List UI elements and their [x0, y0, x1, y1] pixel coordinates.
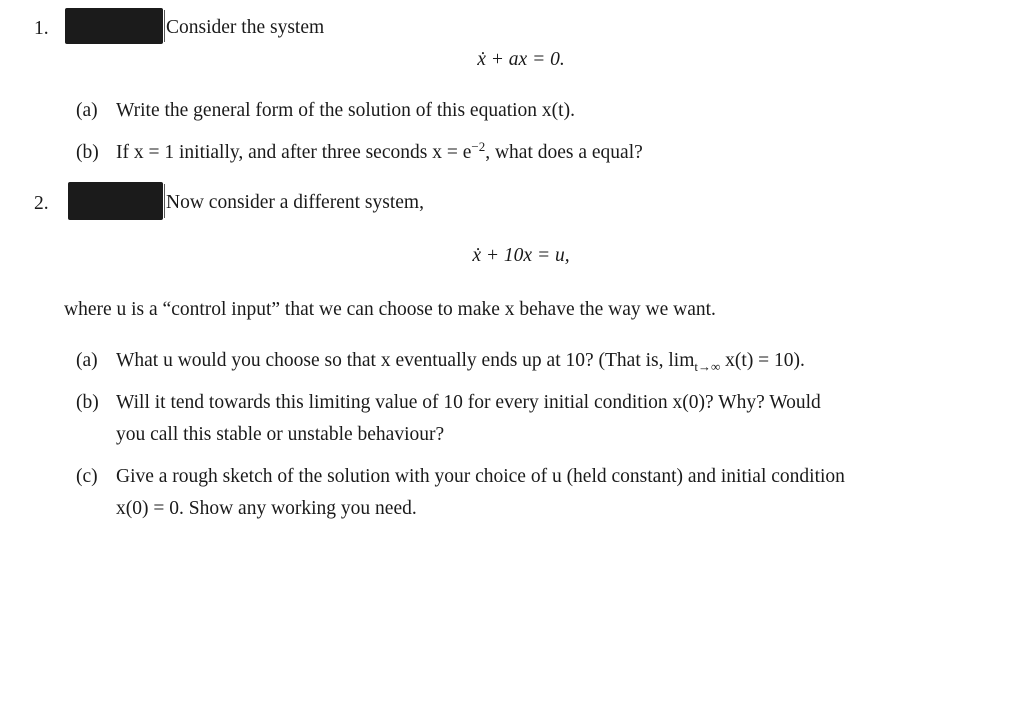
problem-2-part-a-label: (a)	[76, 350, 98, 371]
problem-2-part-c-line2: x(0) = 0. Show any working you need.	[116, 498, 417, 519]
problem-2-part-b-line1: Will it tend towards this limiting value of 10 for every initial condition x(0)? Why? Would	[116, 392, 821, 413]
part-a-text-post: x(t) = 10).	[720, 350, 805, 371]
problem-2-equation	[0, 244, 1024, 267]
problem-2-part-a-text	[116, 349, 805, 372]
problem-2-intro: Now consider a different system,	[166, 192, 424, 213]
redacted-marks	[65, 8, 163, 44]
problem-2-part-b-label: (b)	[76, 392, 99, 413]
part-b-text-post: , what does a equal?	[485, 142, 643, 163]
part-a-text-pre: What u would you choose so that x eventually ends up at 10? (That is, lim	[116, 350, 695, 371]
part-b-text-pre: If x = 1 initially, and after three seconds x = e	[116, 142, 472, 163]
problem-1-equation	[0, 48, 1024, 71]
problem-2-part-c-label: (c)	[76, 466, 98, 487]
problem-2-part-c-line1: Give a rough sketch of the solution with your choice of u (held constant) and initial condition	[116, 466, 845, 487]
problem-1-intro: Consider the system	[166, 17, 325, 38]
problem-1-part-a-text: Write the general form of the solution of this equation x(t).	[116, 100, 575, 121]
part-a-subscript: t→∞	[694, 359, 721, 374]
problem-2-number: 2.	[34, 193, 49, 214]
problem-2-part-b-line2: you call this stable or unstable behaviour?	[116, 424, 445, 445]
problem-1-part-a-label: (a)	[76, 100, 98, 121]
problem-1-part-b-label: (b)	[76, 142, 99, 163]
redacted-marks	[68, 182, 163, 220]
equation-text: ẋ + 10x = u,	[472, 245, 570, 266]
problem-1-number: 1.	[34, 18, 49, 39]
part-b-exponent: −2	[471, 139, 486, 154]
equation-text: ẋ + ax = 0.	[477, 49, 565, 70]
problem-2-where-text: where u is a “control input” that we can choose to make x behave the way we want.	[64, 299, 716, 320]
problem-1-part-b-text	[116, 141, 643, 164]
